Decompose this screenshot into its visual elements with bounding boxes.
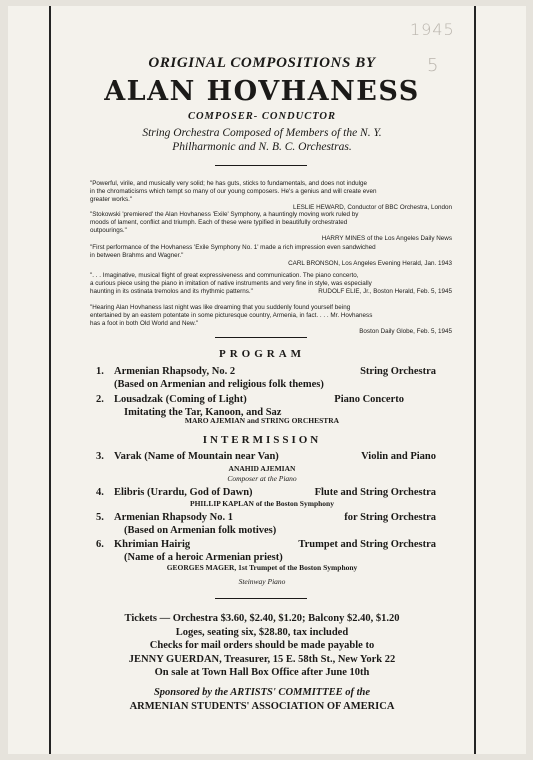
left-border-rule: [49, 6, 51, 754]
tickets-checks: Checks for mail orders should be made payable to: [149, 640, 375, 651]
divider: [215, 598, 307, 599]
item-title: Khrimian Hairig: [114, 539, 191, 550]
item-instrumentation: for String Orchestra: [344, 512, 436, 523]
intermission-heading: INTERMISSION: [202, 434, 322, 446]
handwritten-mark: 5: [427, 55, 439, 76]
quote-line: entertained by an eastern potentate in some picturesque country, Armenia, in fact. . . . Mr. Hovhaness: [90, 312, 373, 319]
quote-3: [90, 244, 452, 268]
item-title: Lousadzak (Coming of Light): [114, 394, 247, 405]
quote-attribution: Boston Daily Globe, Feb. 5, 1945: [359, 328, 452, 335]
performer: GEORGES MAGER, 1st Trumpet of the Boston Symphony: [166, 563, 358, 572]
tickets-on-sale: On sale at Town Hall Box Office after June 10th: [154, 667, 370, 678]
tickets-treasurer: JENNY GUERDAN, Treasurer, 15 E. 58th St., New York 22: [128, 653, 396, 665]
sponsor-block: [55, 686, 469, 713]
performer: PHILLIP KAPLAN of the Boston Symphony: [190, 499, 334, 508]
item-title: Armenian Rhapsody No. 1: [114, 512, 234, 523]
item-number: 1.: [96, 366, 104, 377]
quote-line: in the chromaticisms which tempt so many of our young composers. He's a genius and will create even: [90, 188, 377, 195]
program-heading: PROGRAM: [218, 348, 306, 360]
quote-line: "First performance of the Hovhaness 'Exile Symphony No. 1' made a rich impression even sandwiched: [90, 244, 376, 251]
item-subtitle: (Name of a heroic Armenian priest): [124, 551, 283, 563]
item-number: 4.: [96, 487, 104, 498]
item-title: Varak (Name of Mountain near Van): [114, 451, 279, 462]
composer-role: COMPOSER- CONDUCTOR: [187, 111, 337, 122]
quote-attribution: RUDOLF ELIE, Jr., Boston Herald, Feb. 5, 1945: [318, 288, 452, 295]
item-number: 6.: [96, 539, 104, 550]
item-instrumentation: Piano Concerto: [334, 394, 404, 405]
quote-line: "Hearing Alan Hovhaness last night was like dreaming that you suddenly found yourself being: [90, 304, 351, 311]
composer-name: ALAN HOVHANESS: [104, 76, 420, 107]
divider: [215, 337, 307, 338]
quote-line: outpourings.": [90, 227, 127, 234]
item-title: Elibris (Urardu, God of Dawn): [114, 487, 253, 498]
item-subtitle: (Based on Armenian and religious folk themes): [114, 378, 324, 390]
quote-line: in between Brahms and Wagner.": [90, 252, 184, 259]
tickets-prices: Tickets — Orchestra $3.60, $2.40, $1.20; Balcony $2.40, $1.20: [124, 613, 400, 624]
tickets-block: [55, 612, 469, 680]
performer-note: Composer at the Piano: [227, 474, 297, 483]
sponsor-line2: ARMENIAN STUDENTS' ASSOCIATION OF AMERICA: [129, 700, 395, 712]
performer: ANAHID AJEMIAN: [228, 464, 296, 473]
item-subtitle: (Based on Armenian folk motives): [124, 524, 277, 536]
quote-line: "Stokowski 'premiered' the Alan Hovhaness 'Exile' Symphony, a hauntingly moving work ruled by: [90, 211, 359, 218]
quote-line: haunting in its ostinata tremolos and its rhythmic patterns.": [90, 288, 253, 295]
quote-line: a curious piece using the piano in imitation of native instruments and very fine in style, was especially: [90, 280, 372, 287]
orchestra-line2: Philharmonic and N. B. C. Orchestras.: [172, 141, 352, 153]
quote-attribution: CARL BRONSON, Los Angeles Evening Herald, Jan. 1943: [288, 260, 452, 267]
quote-2: [90, 211, 452, 243]
quote-line: ". . . Imaginative, musical flight of great expressiveness and communication. The piano concerto,: [90, 272, 359, 279]
item-instrumentation: Trumpet and String Orchestra: [298, 539, 436, 550]
right-border-rule: [474, 6, 476, 754]
item-number: 2.: [96, 394, 104, 405]
quote-line: greater works.": [90, 196, 133, 203]
performer-note: Steinway Piano: [238, 577, 286, 586]
performer: MARO AJEMIAN and STRING ORCHESTRA: [184, 416, 340, 425]
quote-4: [90, 272, 452, 296]
item-title: Armenian Rhapsody, No. 2: [114, 366, 236, 377]
quote-line: has a foot in both Old World and New.": [90, 320, 199, 327]
quote-attribution: HARRY MINES of the Los Angeles Daily News: [321, 235, 452, 242]
sponsor-line1: Sponsored by the ARTISTS' COMMITTEE of the: [153, 687, 371, 698]
tickets-loges: Loges, seating six, $28.80, tax included: [175, 626, 349, 638]
item-instrumentation: String Orchestra: [360, 366, 436, 377]
item-number: 5.: [96, 512, 104, 523]
handwritten-year: 1945: [410, 20, 455, 39]
item-number: 3.: [96, 451, 104, 462]
quote-line: "Powerful, virile, and musically very solid; he has guts, sticks to fundamentals, and does not indulge: [90, 180, 367, 187]
quote-attribution: LESLIE HEWARD, Conductor of BBC Orchestra, London: [292, 204, 452, 211]
item-subtitle: Imitating the Tar, Kanoon, and Saz: [124, 406, 282, 418]
quote-5: [90, 304, 452, 336]
divider: [215, 165, 307, 166]
orchestra-line1: String Orchestra Composed of Members of the N. Y.: [142, 127, 382, 139]
header-line1: ORIGINAL COMPOSITIONS BY: [148, 55, 376, 71]
quote-1: [90, 180, 452, 212]
quote-line: moods of lament, conflict and triumph. Each of these were typified in beautifully orchestrated: [90, 219, 348, 226]
item-instrumentation: Violin and Piano: [361, 451, 436, 462]
orchestra-desc: [55, 126, 469, 154]
item-instrumentation: Flute and String Orchestra: [314, 487, 436, 498]
